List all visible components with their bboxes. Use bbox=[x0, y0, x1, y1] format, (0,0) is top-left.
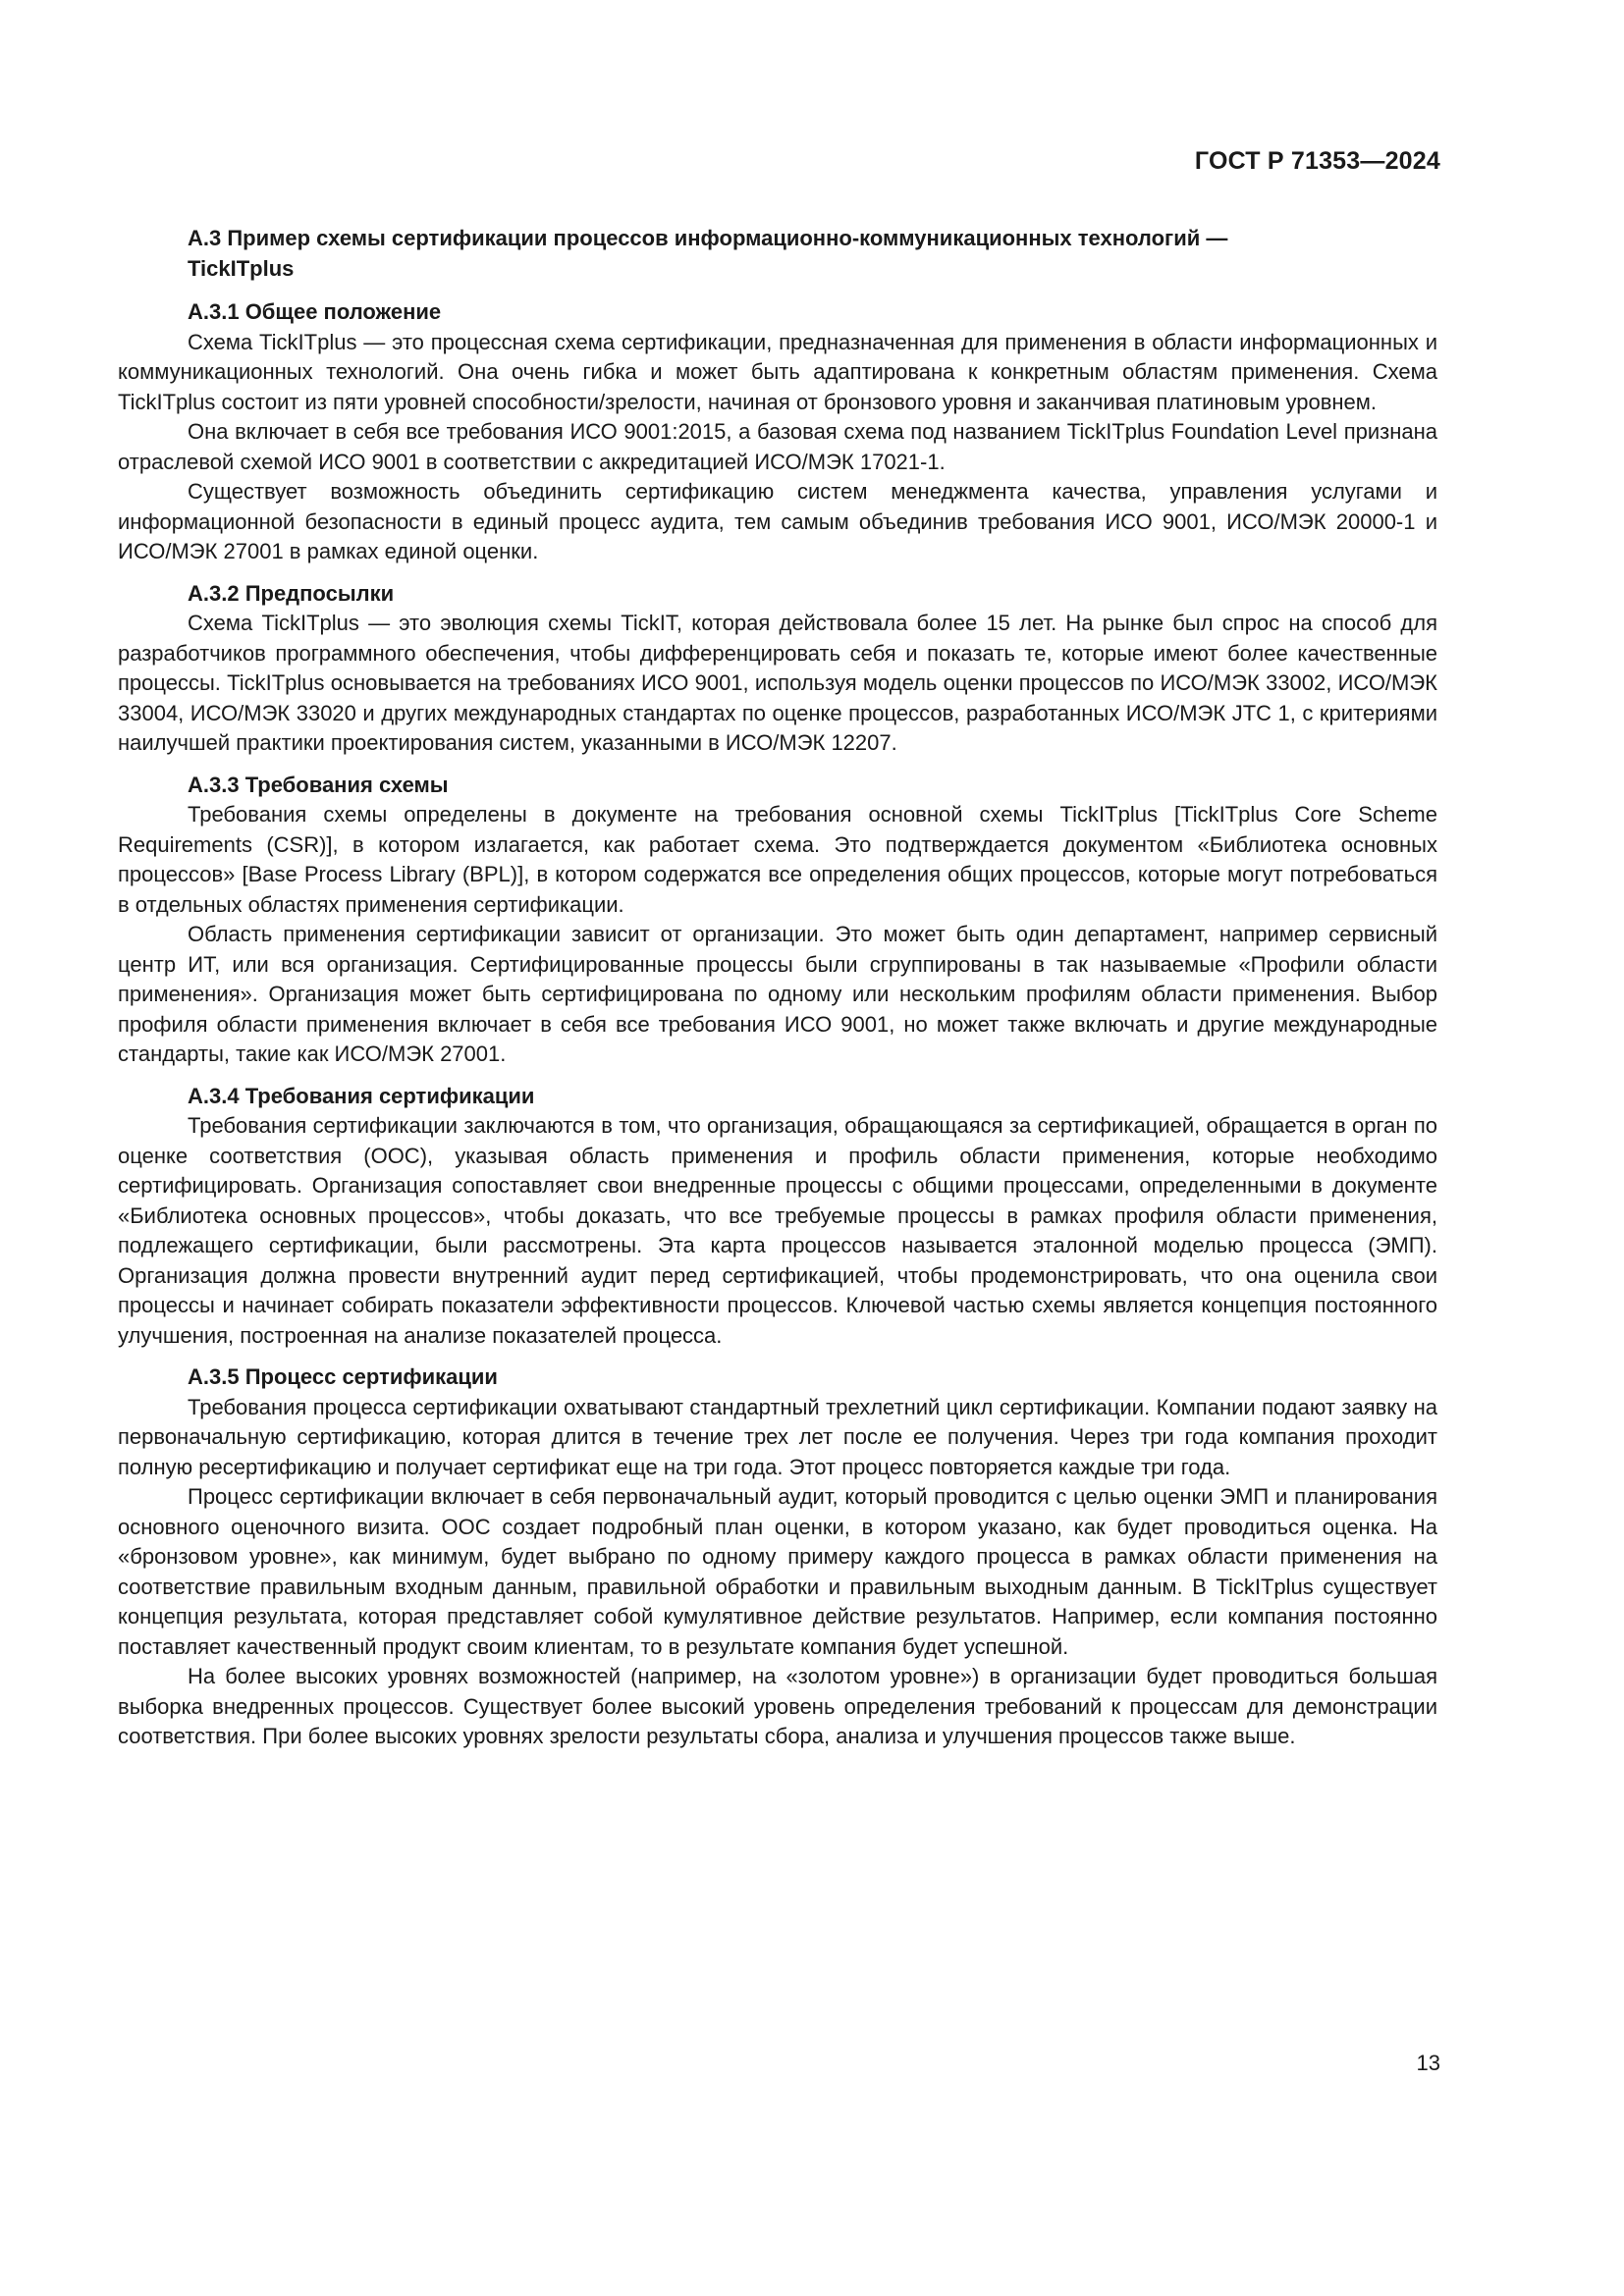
subsection-background bbox=[118, 579, 1437, 759]
page-number: 13 bbox=[1416, 2051, 1440, 2075]
paragraph: На более высоких уровнях возможностей (например, на «золотом уровне») в организации будет проводиться большая выборка внедренных процессов. Существует более высокий уровень определения требований к процессам для демонстрации соответствия. При более высоких уровнях зрелости результаты сбора, анализа и улучшения процессов также выше. bbox=[118, 1664, 1437, 1748]
paragraph: Требования процесса сертификации охватывают стандартный трехлетний цикл сертификации. Компании подают заявку на первоначальную сертификацию, которая длится в течение трех лет после ее получения. Через три года компания проходит полную ресертификацию и получает сертификат еще на три года. Этот процесс повторяется каждые три года. bbox=[118, 1394, 1437, 1479]
paragraph: Процесс сертификации включает в себя первоначальный аудит, который проводится с целью оценки ЭМП и планирования основного оценочного визита. ООС создает подробный план оценки, в котором указано, как будет проводиться оценка. На «бронзовом уровне», как минимум, будет выбрано по одному примеру каждого процесса в рамках области применения на соответствие правильным входным данным, правильной обработки и правильным выходным данным. В TickITplus существует концепция результата, которая представляет собой кумулятивное действие результатов. Например, если компания постоянно поставляет качественный продукт своим клиентам, то в результате компания будет успешной. bbox=[118, 1484, 1437, 1659]
subsection-heading: А.3.4 Требования сертификации bbox=[188, 1083, 535, 1108]
subsection-heading: А.3.5 Процесс сертификации bbox=[188, 1364, 498, 1389]
subsection-heading: А.3.1 Общее положение bbox=[188, 299, 442, 324]
subsection-certification-requirements bbox=[118, 1082, 1437, 1352]
subsection-heading: А.3.2 Предпосылки bbox=[188, 580, 395, 606]
subsection-scheme-requirements bbox=[118, 771, 1437, 1070]
paragraph: Существует возможность объединить сертификацию систем менеджмента качества, управления услугами и информационной безопасности в единый процесс аудита, тем самым объединив требования ИСО 9001, ИСО/МЭК 20000-1 и ИСО/МЭК 27001 в рамках единой оценки. bbox=[118, 479, 1437, 563]
section-title: А.3 Пример схемы сертификации процессов информационно-коммуникационных технологий — TickITplus bbox=[188, 226, 1228, 281]
subsection-general bbox=[118, 297, 1437, 567]
paragraph: Схема TickITplus — это эволюция схемы TickIT, которая действовала более 15 лет. На рынке был спрос на способ для разработчиков программного обеспечения, чтобы дифференцировать себя и показать те, которые имеют более качественные процессы. TickITplus основывается на требованиях ИСО 9001, используя модель оценки процессов по ИСО/МЭК 33002, ИСО/МЭК 33004, ИСО/МЭК 33020 и других международных стандартах по оценке процессов, разработанных ИСО/МЭК JTC 1, с критериями наилучшей практики проектирования систем, указанными в ИСО/МЭК 12207. bbox=[118, 611, 1437, 755]
paragraph: Требования схемы определены в документе на требования основной схемы TickITplus [TickITplus Core Scheme Requirements (CSR)], в котором излагается, как работает схема. Это подтверждается документом «Библиотека основных процессов» [Base Process Library (BPL)], в котором содержатся все определения общих процессов, которые могут потребоваться в отдельных областях применения сертификации. bbox=[118, 802, 1437, 917]
document-code: ГОСТ Р 71353—2024 bbox=[1194, 147, 1440, 175]
subsection-certification-process bbox=[118, 1362, 1437, 1752]
subsection-heading: А.3.3 Требования схемы bbox=[188, 772, 449, 797]
paragraph: Схема TickITplus — это процессная схема сертификации, предназначенная для применения в области информационных и коммуникационных технологий. Она очень гибка и может быть адаптирована к конкретным областям применения. Схема TickITplus состоит из пяти уровней способности/зрелости, начиная от бронзового уровня и заканчивая платиновым уровнем. bbox=[118, 329, 1437, 414]
paragraph: Область применения сертификации зависит от организации. Это может быть один департамент, например сервисный центр ИТ, или вся организация. Сертифицированные процессы были сгруппированы в так называемые «Профили области применения». Организация может быть сертифицирована по одному или нескольким профилям области применения. Выбор профиля области применения включает в себя все требования ИСО 9001, но может также включать и другие международные стандарты, такие как ИСО/МЭК 27001. bbox=[118, 922, 1437, 1066]
document-body bbox=[118, 224, 1437, 1752]
paragraph: Она включает в себя все требования ИСО 9001:2015, а базовая схема под названием TickITplus Foundation Level признана отраслевой схемой ИСО 9001 в соответствии с аккредитацией ИСО/МЭК 17021-1. bbox=[118, 419, 1437, 474]
paragraph: Требования сертификации заключаются в том, что организация, обращающаяся за сертификацией, обращается в орган по оценке соответствия (ООС), указывая область применения и профиль области применения, которые необходимо сертифицировать. Организация сопоставляет свои внедренные процессы с общими процессами, определенными в документе «Библиотека основных процессов», чтобы доказать, что все требуемые процессы в рамках профиля области применения, подлежащего сертификации, были рассмотрены. Эта карта процессов называется эталонной моделью процесса (ЭМП). Организация должна провести внутренний аудит перед сертификацией, чтобы продемонстрировать, что она оценила свои процессы и начинает собирать показатели эффективности процессов. Ключевой частью схемы является концепция постоянного улучшения, построенная на анализе показателей процесса. bbox=[118, 1113, 1437, 1348]
